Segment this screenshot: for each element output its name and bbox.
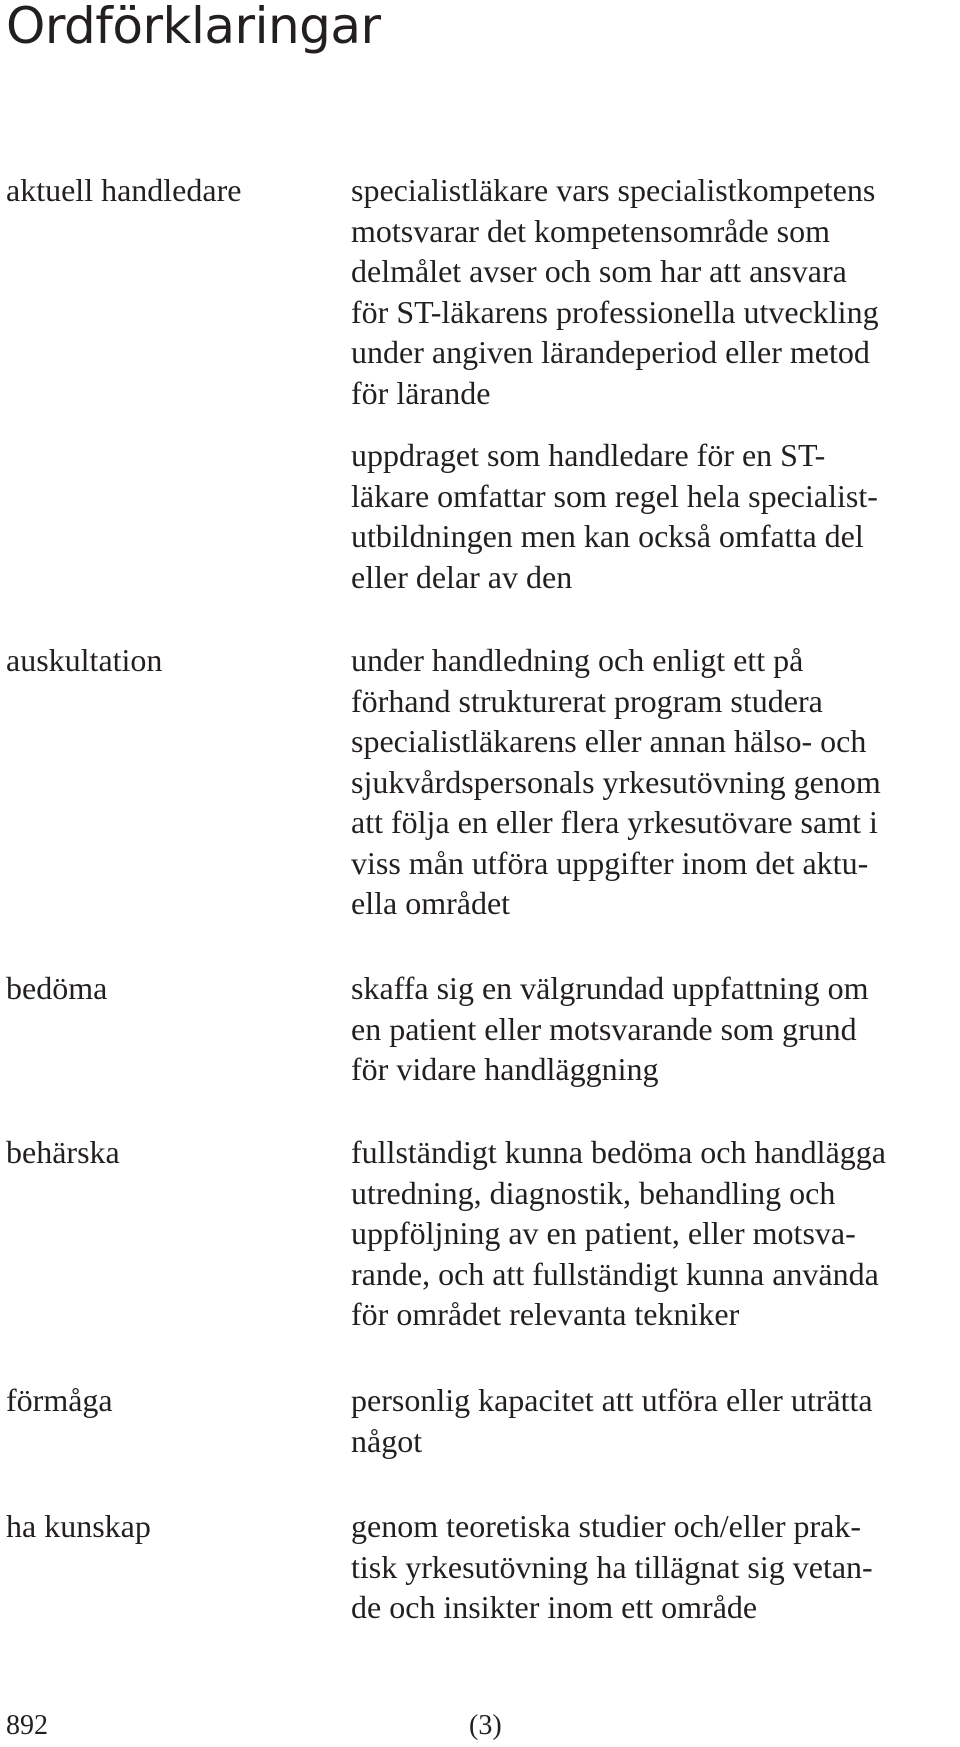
definition-line: eller delar av den — [351, 558, 573, 595]
definition-line: specialistläkarens eller annan hälso- och — [351, 723, 867, 759]
definition-line: läkare omfattar som regel hela specialist- — [351, 477, 878, 514]
definition-line: för vidare handläggning — [351, 1051, 659, 1087]
definition-line: uppdraget som handledare för en ST- — [351, 437, 826, 473]
definition-line: utredning, diagnostik, behandling och — [351, 1174, 836, 1211]
glossary-definition — [351, 968, 960, 1090]
definition-line: personlig kapacitet att utföra eller uträtta — [351, 1382, 873, 1418]
definition-line: uppföljning av en patient, eller motsva- — [351, 1215, 856, 1251]
glossary-term: aktuell handledare — [6, 172, 242, 208]
glossary-term: ha kunskap — [6, 1508, 151, 1544]
definition-line: de och insikter inom ett område — [351, 1589, 758, 1625]
glossary-definition — [351, 640, 960, 924]
definition-line: en patient eller motsvarande som grund — [351, 1010, 857, 1047]
page-title: Ordförklaringar — [6, 0, 381, 55]
page-number: 892 — [6, 1710, 48, 1741]
definition-line: motsvarar det kompetensområde som — [351, 212, 830, 249]
definition-line: sjukvårdspersonals yrkesutövning genom — [351, 763, 881, 800]
glossary-term: bedöma — [6, 970, 108, 1006]
footer-code: (3) — [469, 1710, 502, 1741]
definition-line: något — [351, 1422, 423, 1459]
glossary-definition — [351, 1506, 960, 1628]
definition-line: skaffa sig en välgrundad uppfattning om — [351, 970, 869, 1006]
definition-line: för området relevanta tekniker — [351, 1296, 740, 1332]
glossary-definition — [351, 1380, 960, 1461]
definition-line: rande, och att fullständigt kunna använda — [351, 1255, 879, 1292]
definition-line: ella området — [351, 885, 511, 921]
definition-line: viss mån utföra uppgifter inom det aktu- — [351, 844, 869, 881]
glossary-term: förmåga — [6, 1382, 113, 1418]
definition-line: förhand strukturerat program studera — [351, 682, 823, 719]
definition-line: utbildningen men kan också omfatta del — [351, 518, 864, 554]
definition-line: under handledning och enligt ett på — [351, 642, 804, 678]
definition-line: att följa en eller flera yrkesutövare samt i — [351, 804, 878, 840]
glossary-definition — [351, 435, 960, 597]
definition-line: tisk yrkesutövning ha tillägnat sig vetan- — [351, 1548, 873, 1585]
glossary-definition — [351, 170, 960, 413]
definition-line: fullständigt kunna bedöma och handlägga — [351, 1134, 886, 1170]
definition-line: för ST-läkarens professionella utveckling — [351, 293, 879, 330]
glossary-term: behärska — [6, 1134, 120, 1170]
definition-line: genom teoretiska studier och/eller prak- — [351, 1508, 862, 1544]
glossary-term: auskultation — [6, 642, 163, 678]
definition-line: för lärande — [351, 374, 491, 411]
definition-line: under angiven lärandeperiod eller metod — [351, 334, 870, 370]
glossary-definition — [351, 1132, 960, 1335]
definition-line: specialistläkare vars specialistkompetens — [351, 172, 876, 208]
definition-line: delmålet avser och som har att ansvara — [351, 253, 847, 289]
